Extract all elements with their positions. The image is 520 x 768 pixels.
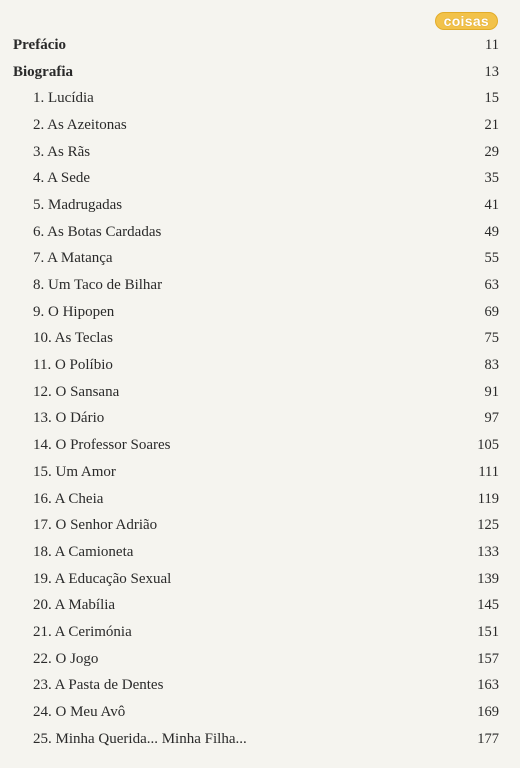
toc-page-number: 29 (484, 143, 499, 160)
toc-page-number: 157 (477, 650, 499, 667)
toc-entry-label: 21. A Cerimónia (33, 623, 132, 640)
toc-entry-label: 10. As Teclas (33, 330, 113, 347)
toc-entry-label: 15. Um Amor (33, 463, 116, 480)
toc-chapter-row (13, 139, 499, 166)
toc-page-number: 125 (477, 517, 499, 534)
toc-chapter-row (13, 85, 499, 112)
toc-page-number: 151 (477, 623, 499, 640)
toc-chapter-row (13, 726, 499, 753)
toc-page-number: 41 (484, 196, 499, 213)
toc-page-number: 35 (484, 170, 499, 187)
toc-entry-label: 12. O Sansana (33, 383, 120, 400)
toc-chapter-row (13, 699, 499, 726)
toc-page-number: 169 (477, 704, 499, 721)
toc-chapter-row (13, 272, 499, 299)
toc-entry-label: 23. A Pasta de Dentes (33, 677, 164, 694)
toc-entry-label: 16. A Cheia (33, 490, 104, 507)
toc-entry-label: 11. O Políbio (33, 357, 113, 374)
toc-chapter-row (13, 165, 499, 192)
toc-entry-label: 17. O Senhor Adrião (33, 517, 158, 534)
toc-chapter-row (13, 566, 499, 593)
toc-chapter-row (13, 379, 499, 406)
toc-page-number: 105 (477, 437, 499, 454)
toc-entry-label: Biografia (13, 63, 73, 80)
toc-chapter-row (13, 326, 499, 353)
toc-page-number: 111 (478, 463, 499, 480)
toc-entry-label: 25. Minha Querida... Minha Filha... (33, 730, 247, 747)
toc-chapter-row (13, 619, 499, 646)
toc-entry-label: 9. O Hipopen (33, 303, 115, 320)
toc-entry-label: 2. As Azeitonas (33, 116, 127, 133)
toc-entry-label: 1. Lucídia (33, 90, 94, 107)
toc-section-biografia (13, 59, 499, 86)
toc-entry-label: 24. O Meu Avô (33, 704, 126, 721)
toc-entry-label: 3. As Rãs (33, 143, 91, 160)
toc-page-number: 15 (484, 90, 499, 107)
toc-page-number: 163 (477, 677, 499, 694)
toc-chapter-row (13, 592, 499, 619)
toc-chapter-row (13, 246, 499, 273)
toc-chapter-row (13, 112, 499, 139)
toc-chapter-row (13, 219, 499, 246)
toc-chapter-row (13, 539, 499, 566)
toc-page-number: 145 (477, 597, 499, 614)
toc-chapter-row (13, 432, 499, 459)
toc-page-number: 55 (484, 250, 499, 267)
toc-chapter-row (13, 406, 499, 433)
toc-page-number: 97 (484, 410, 499, 427)
toc-page-number: 13 (484, 63, 499, 80)
toc-chapter-row (13, 352, 499, 379)
toc-entry-label: 4. A Sede (33, 170, 91, 187)
toc-page-number: 63 (484, 277, 499, 294)
toc-entry-label: 14. O Professor Soares (33, 437, 171, 454)
toc-entry-label: 7. A Matança (33, 250, 113, 267)
toc-page-number: 139 (477, 570, 499, 587)
toc-entry-label: 6. As Botas Cardadas (33, 223, 162, 240)
toc-chapter-row (13, 192, 499, 219)
toc-page-number: 75 (484, 330, 499, 347)
toc-entry-label: 19. A Educação Sexual (33, 570, 172, 587)
toc-page-number: 91 (484, 383, 499, 400)
toc-entry-label: 22. O Jogo (33, 650, 99, 667)
toc-chapter-row (13, 299, 499, 326)
toc-entry-label: Prefácio (13, 36, 67, 53)
toc-page-number: 11 (485, 36, 499, 53)
toc-chapter-row (13, 646, 499, 673)
toc-entry-label: 8. Um Taco de Bilhar (33, 277, 163, 294)
toc-page-number: 49 (484, 223, 499, 240)
toc-chapter-row (13, 512, 499, 539)
toc-chapter-row (13, 673, 499, 700)
table-of-contents (13, 32, 499, 753)
chapter-list (13, 85, 499, 752)
toc-section-prefacio (13, 32, 499, 59)
toc-entry-label: 5. Madrugadas (33, 196, 123, 213)
toc-chapter-row (13, 459, 499, 486)
coisas-tag: coisas (435, 12, 498, 30)
toc-page-number: 83 (484, 357, 499, 374)
toc-page-number: 119 (477, 490, 499, 507)
toc-page-number: 177 (477, 730, 499, 747)
toc-page-number: 133 (477, 543, 499, 560)
toc-page-number: 21 (484, 116, 499, 133)
toc-entry-label: 18. A Camioneta (33, 543, 134, 560)
toc-chapter-row (13, 486, 499, 513)
toc-page-number: 69 (484, 303, 499, 320)
toc-entry-label: 13. O Dário (33, 410, 105, 427)
toc-entry-label: 20. A Mabília (33, 597, 116, 614)
